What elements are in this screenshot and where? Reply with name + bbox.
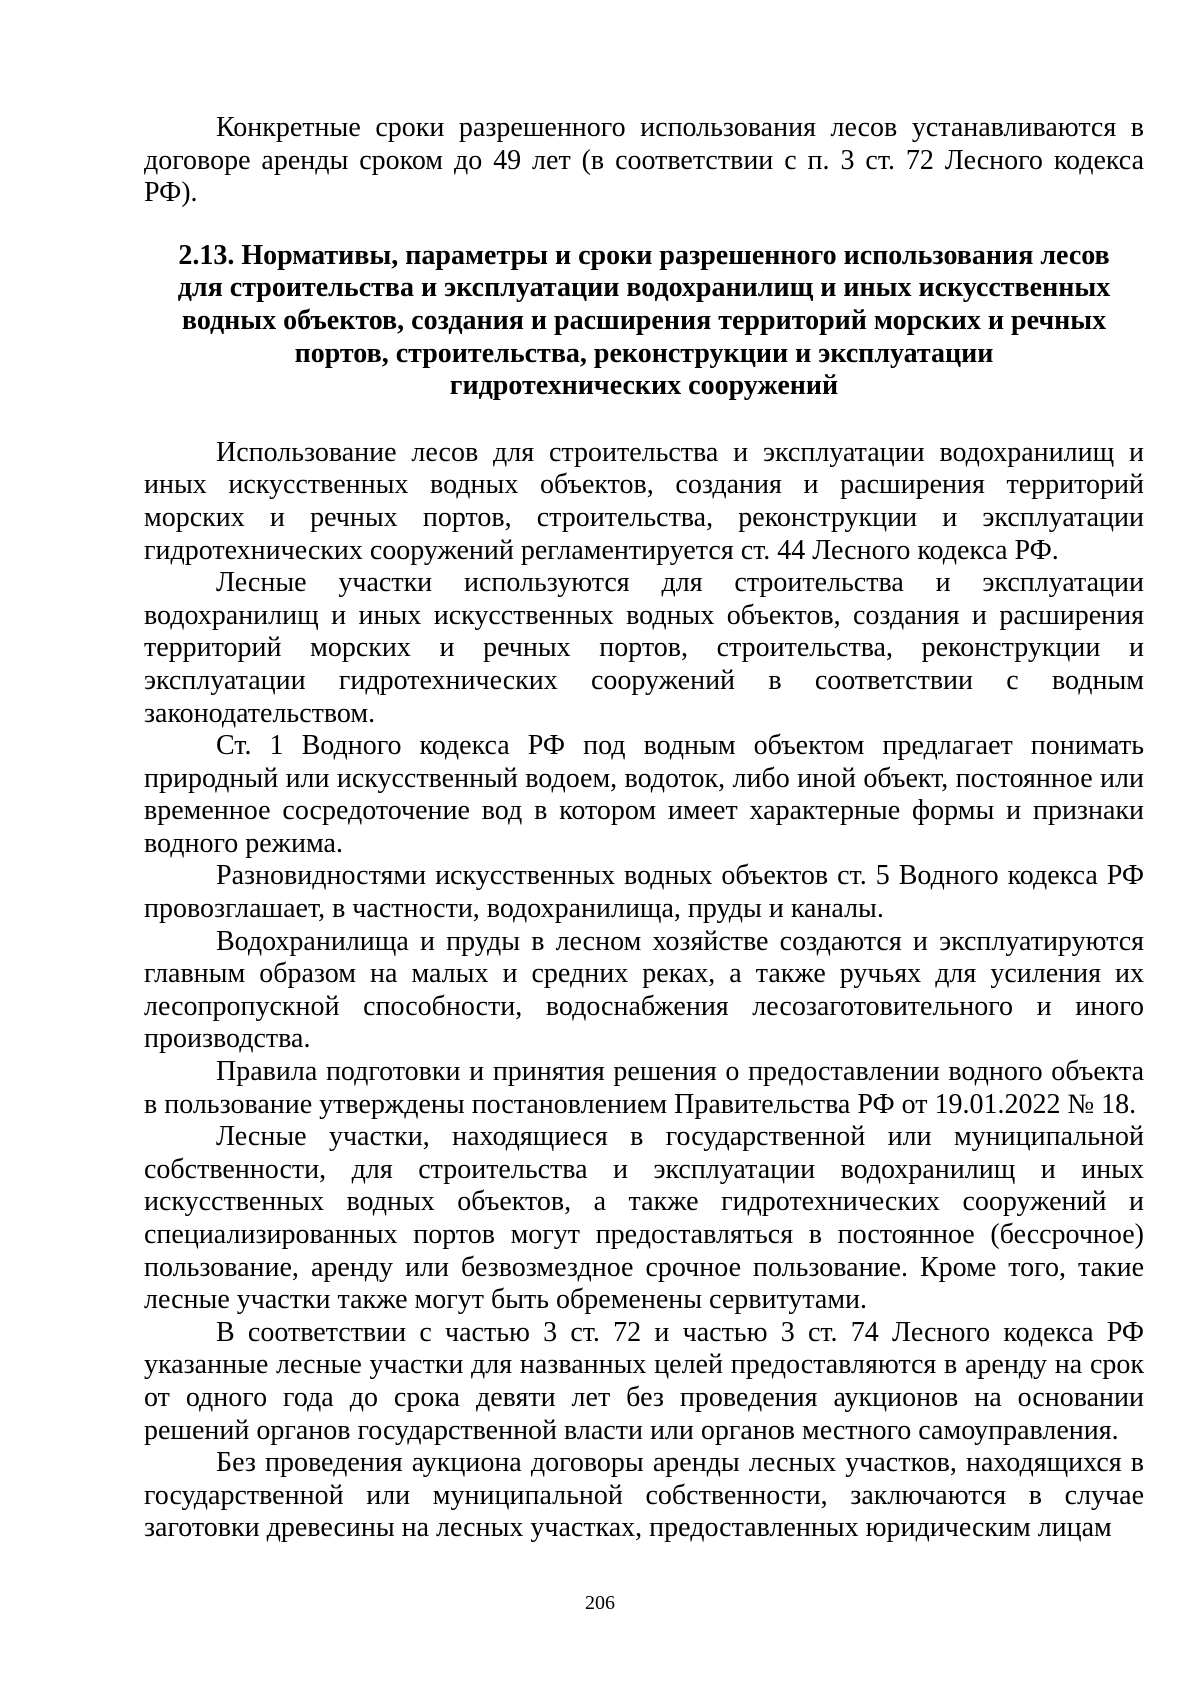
body-paragraph: Лесные участки, находящиеся в государственной или муниципальной собственности, для строительства и эксплуатации водохранилищ и иных искусственных водных объектов, а также гидротехнических сооружений и специализированных портов могут предоставляться в постоянное (бессрочное) пользование, аренду или безвозмездное срочное пользование. Кроме того, такие лесные участки также могут быть обременены сервитутами.: [144, 1121, 1144, 1316]
body-paragraph: В соответствии с частью 3 ст. 72 и частью 3 ст. 74 Лесного кодекса РФ указанные лесные участки для названных целей предоставляются в аренду на срок от одного года до срока девяти лет без проведения аукционов на основании решений органов государственной власти или органов местного самоуправления.: [144, 1316, 1144, 1446]
heading-line: портов, строительства, реконструкции и эксплуатации: [294, 337, 994, 369]
section-heading: [144, 240, 1144, 403]
body-paragraph: Использование лесов для строительства и эксплуатации водохранилищ и иных искусственных водных объектов, создания и расширения территорий морских и речных портов, строительства, реконструкции и эксплуатации гидротехнических сооружений регламентируется ст. 44 Лесного кодекса РФ.: [144, 436, 1144, 566]
page-number: 206: [585, 1592, 615, 1614]
heading-line: 2.13. Нормативы, параметры и сроки разрешенного использования лесов: [178, 239, 1110, 271]
body-paragraph: Правила подготовки и принятия решения о предоставлении водного объекта в пользование утверждены постановлением Правительства РФ от 19.01.2022 № 18.: [144, 1056, 1144, 1120]
document-page: [144, 112, 1144, 1545]
body-paragraph: Без проведения аукциона договоры аренды лесных участков, находящихся в государственной или муниципальной собственности, заключаются в случае заготовки древесины на лесных участках, предоставленных юридическим лицам: [144, 1447, 1144, 1544]
heading-line: гидротехнических сооружений: [449, 370, 839, 402]
body-paragraph: Разновидностями искусственных водных объектов ст. 5 Водного кодекса РФ провозглашает, в частности, водохранилища, пруды и каналы.: [144, 860, 1144, 925]
body-paragraph: Водохранилища и пруды в лесном хозяйстве создаются и эксплуатируются главным образом на малых и средних реках, а также ручьях для усиления их лесопропускной способности, водоснабжения лесозаготовительного и иного производства.: [144, 925, 1144, 1055]
body-paragraph: Ст. 1 Водного кодекса РФ под водным объектом предлагает понимать природный или искусственный водоем, водоток, либо иной объект, постоянное или временное сосредоточение вод в котором имеет характерные формы и признаки водного режима.: [144, 730, 1144, 859]
body-text: [144, 437, 1144, 1545]
body-paragraph: Лесные участки используются для строительства и эксплуатации водохранилищ и иных искусственных водных объектов, создания и расширения территорий морских и речных портов, строительства, реконструкции и эксплуатации гидротехнических сооружений в соответствии с водным законодательством.: [144, 567, 1144, 729]
heading-line: для строительства и эксплуатации водохранилищ и иных искусственных: [177, 272, 1111, 304]
heading-line: водных объектов, создания и расширения территорий морских и речных: [181, 304, 1107, 336]
intro-paragraph: Конкретные сроки разрешенного использования лесов устанавливаются в договоре аренды сроком до 49 лет (в соответствии с п. 3 ст. 72 Лесного кодекса РФ).: [144, 112, 1144, 209]
